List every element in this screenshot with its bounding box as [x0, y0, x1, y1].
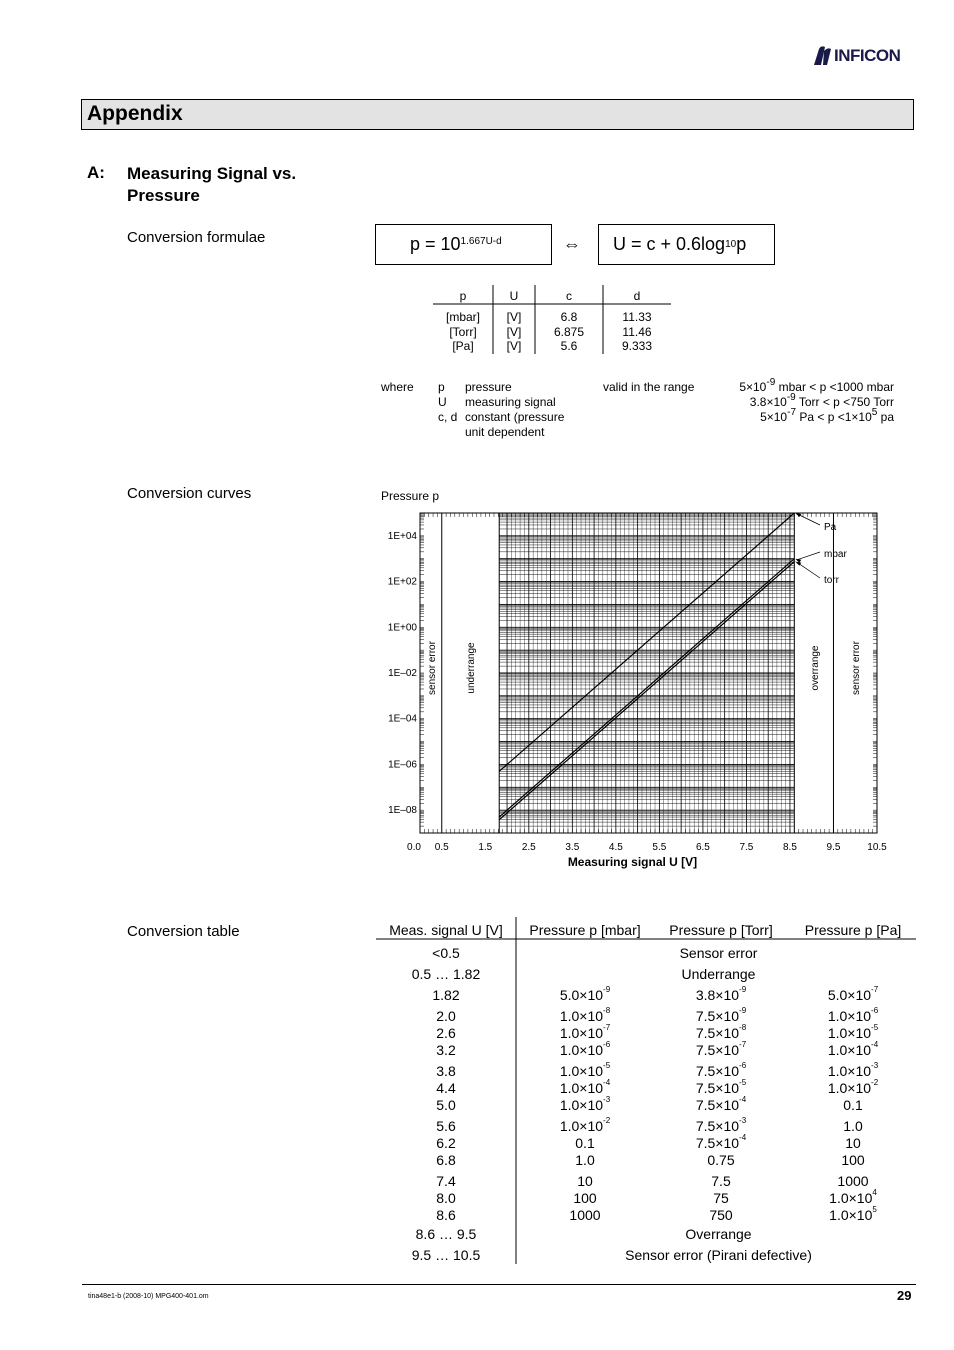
x-tick-label: 1.5: [478, 842, 493, 853]
where-label: where: [381, 380, 414, 394]
signal-cell: <0.5: [432, 945, 460, 961]
formula-signal: U = c + 0.6log 10 p: [598, 224, 775, 265]
page-title: Appendix: [87, 102, 183, 125]
status-cell: Sensor error: [679, 945, 758, 961]
series-label: mbar: [824, 549, 847, 560]
symbol: c, d: [438, 410, 458, 424]
signal-cell: 1.82: [432, 987, 460, 1003]
mbar-cell: 10: [577, 1173, 593, 1189]
signal-cell: 7.4: [436, 1173, 456, 1189]
pa-cell: $1.0\times 10^{-2}$: [827, 1078, 879, 1096]
section-letter: A:: [87, 163, 105, 182]
symbol-description: constant (pressure: [465, 410, 565, 424]
y-tick-label: 1E+02: [387, 576, 417, 588]
pa-cell: $1.0\times 10^5$: [829, 1205, 877, 1223]
y-tick-label: 1E–06: [388, 759, 417, 771]
x-tick-label: 2.5: [521, 842, 536, 853]
pa-cell: $1.0\times 10^{-3}$: [827, 1061, 879, 1079]
formulae-label: Conversion formulae: [127, 229, 266, 246]
symbol-description: unit dependent: [465, 425, 545, 439]
y-tick-label: 1E–08: [388, 805, 417, 817]
const-cell: 5.6: [560, 339, 578, 353]
region-label: underrange: [466, 642, 478, 694]
const-header-u: U: [509, 289, 519, 303]
mbar-cell: 100: [573, 1190, 597, 1206]
arrow-head-icon: [795, 513, 801, 517]
mbar-cell: $1.0\times 10^{-8}$: [559, 1006, 611, 1024]
mbar-cell: 0.1: [575, 1135, 595, 1151]
logo-text: INFICON: [834, 46, 901, 65]
mbar-cell: $1.0\times 10^{-7}$: [559, 1023, 611, 1041]
const-cell: [mbar]: [445, 310, 480, 324]
torr-cell: $7.5\times 10^{-7}$: [695, 1040, 747, 1058]
status-cell: Sensor error (Pirani defective): [625, 1247, 812, 1263]
const-header-p: p: [459, 289, 467, 303]
conversion-curves-chart: [370, 505, 900, 880]
const-cell: [V]: [506, 339, 522, 353]
pa-cell: $1.0\times 10^{-6}$: [827, 1006, 879, 1024]
valid-range: $5\times 10^{-7}$ $Pa < p <1\times 10^5$ pa: [760, 407, 894, 424]
series-pointer: [797, 563, 820, 578]
const-cell: [Torr]: [449, 324, 477, 339]
y-tick-label: 1E+04: [387, 530, 417, 542]
pa-cell: $1.0\times 10^{-5}$: [827, 1023, 879, 1041]
status-cell: Underrange: [681, 966, 756, 982]
torr-cell: $7.5\times 10^{-6}$: [695, 1061, 747, 1079]
mbar-cell: 1000: [569, 1207, 601, 1223]
signal-cell: 8.6: [436, 1207, 456, 1223]
appendix-header: [81, 99, 914, 130]
mbar-cell: $5.0\times 10^{-9}$: [559, 985, 611, 1003]
x-tick-label: 0.0: [407, 842, 421, 853]
series-pointer: [797, 514, 820, 525]
signal-cell: 8.0: [436, 1190, 456, 1206]
valid-range-label: valid in the range: [603, 380, 695, 394]
pa-cell: 10: [845, 1135, 861, 1151]
torr-cell: $7.5\times 10^{-9}$: [695, 1006, 747, 1024]
symbol: U: [438, 395, 447, 409]
signal-cell: 6.2: [436, 1135, 456, 1151]
signal-cell: 0.5 … 1.82: [411, 966, 481, 982]
series-label: Pa: [824, 522, 837, 533]
x-tick-label: 10.5: [867, 842, 887, 853]
region-label: overrange: [809, 645, 821, 691]
const-cell: 9.333: [621, 339, 653, 353]
mbar-cell: $1.0\times 10^{-6}$: [559, 1040, 611, 1058]
equivalence-symbol: ⇔: [563, 234, 581, 254]
series-pointer: [797, 552, 820, 560]
region-label: sensor error: [426, 641, 438, 695]
x-tick-label: 3.5: [565, 842, 580, 853]
table-header-cell: Pressure p [Torr]: [669, 922, 773, 938]
const-header-d: d: [633, 289, 641, 303]
pa-cell: 1000: [837, 1173, 869, 1189]
torr-cell: $7.5\times 10^{-3}$: [695, 1116, 747, 1134]
x-tick-label: 4.5: [608, 842, 623, 853]
inficon-logo: [812, 44, 900, 68]
torr-cell: $7.5\times 10^{-4}$: [695, 1133, 747, 1151]
mbar-cell: $1.0\times 10^{-2}$: [559, 1116, 611, 1134]
y-tick-label: 1E–04: [388, 713, 417, 725]
status-cell: Overrange: [685, 1226, 752, 1242]
mbar-cell: 1.0: [575, 1152, 595, 1168]
torr-cell: 7.5: [711, 1173, 731, 1189]
x-tick-label: 0.5: [434, 842, 449, 853]
pa-cell: 100: [841, 1152, 865, 1168]
const-cell: 6.8: [560, 310, 578, 324]
pa-cell: 0.1: [843, 1097, 863, 1113]
torr-cell: 0.75: [707, 1152, 735, 1168]
pa-cell: $1.0\times 10^{-4}$: [827, 1040, 879, 1058]
torr-cell: $7.5\times 10^{-4}$: [695, 1095, 747, 1113]
section-title: Measuring Signal vs. Pressure: [127, 164, 297, 205]
torr-cell: $3.8\times 10^{-9}$: [695, 985, 747, 1003]
signal-cell: 5.6: [436, 1118, 456, 1134]
const-cell: 11.46: [622, 324, 652, 339]
symbol-description: pressure: [465, 380, 512, 394]
pa-cell: $5.0\times 10^{-7}$: [827, 985, 879, 1003]
signal-cell: 4.4: [436, 1080, 456, 1096]
signal-cell: 6.8: [436, 1152, 456, 1168]
signal-cell: 3.8: [436, 1063, 456, 1079]
table-header-cell: Pressure p [Pa]: [804, 922, 902, 938]
footer-rule: [82, 1284, 916, 1285]
footer-doc-id: tina48e1-b (2008-10) MPG400-401.om: [88, 1293, 209, 1300]
torr-cell: $7.5\times 10^{-8}$: [695, 1023, 747, 1041]
signal-cell: 9.5 … 10.5: [411, 1247, 481, 1263]
series-line-torr: [499, 562, 794, 820]
table-label: Conversion table: [127, 923, 240, 940]
pa-cell: $1.0\times 10^4$: [829, 1188, 877, 1206]
mbar-cell: $1.0\times 10^{-4}$: [559, 1078, 611, 1096]
chart-ylabel: Pressure p: [381, 489, 440, 503]
signal-cell: 2.0: [436, 1008, 456, 1024]
curves-label: Conversion curves: [127, 485, 252, 502]
x-tick-label: 6.5: [695, 842, 710, 853]
formula-pressure: p = 10 $^{1.667U-d}$: [375, 224, 552, 265]
x-axis-label: Measuring signal U [V]: [567, 855, 698, 869]
table-header-cell: Pressure p [mbar]: [529, 922, 641, 938]
const-cell: [V]: [506, 324, 522, 339]
valid-range: $3.8\times 10^{-9}$ Torr < p <750 Torr: [749, 392, 894, 409]
signal-cell: 8.6 … 9.5: [415, 1226, 477, 1242]
torr-cell: 750: [709, 1207, 733, 1223]
x-tick-label: 5.5: [652, 842, 667, 853]
const-cell: [Pa]: [452, 339, 474, 353]
table-header-cell: Meas. signal U [V]: [389, 922, 503, 938]
const-cell: [V]: [506, 310, 522, 324]
x-tick-label: 9.5: [826, 842, 841, 853]
signal-cell: 5.0: [436, 1097, 456, 1113]
const-cell: 11.33: [622, 310, 652, 324]
signal-cell: 3.2: [436, 1042, 456, 1058]
const-header-c: c: [566, 289, 572, 303]
x-tick-label: 8.5: [782, 842, 797, 853]
x-tick-label: 7.5: [739, 842, 754, 853]
symbol-description: measuring signal: [465, 395, 556, 409]
logo-mark-icon: [812, 45, 832, 67]
page-number: 29: [897, 1288, 912, 1303]
mbar-cell: $1.0\times 10^{-3}$: [559, 1095, 611, 1113]
torr-cell: $7.5\times 10^{-5}$: [695, 1078, 747, 1096]
series-label: torr: [824, 575, 839, 586]
valid-range: $5\times 10^{-9}$ mbar < p <1000 mbar: [739, 377, 894, 394]
signal-cell: 2.6: [436, 1025, 456, 1041]
symbol: p: [438, 380, 445, 394]
y-tick-label: 1E+00: [387, 622, 417, 634]
torr-cell: 75: [713, 1190, 729, 1206]
mbar-cell: $1.0\times 10^{-5}$: [559, 1061, 611, 1079]
y-tick-label: 1E–02: [388, 668, 417, 679]
pa-cell: 1.0: [843, 1118, 863, 1134]
const-cell: 6.875: [553, 324, 585, 339]
region-label: sensor error: [851, 641, 863, 695]
